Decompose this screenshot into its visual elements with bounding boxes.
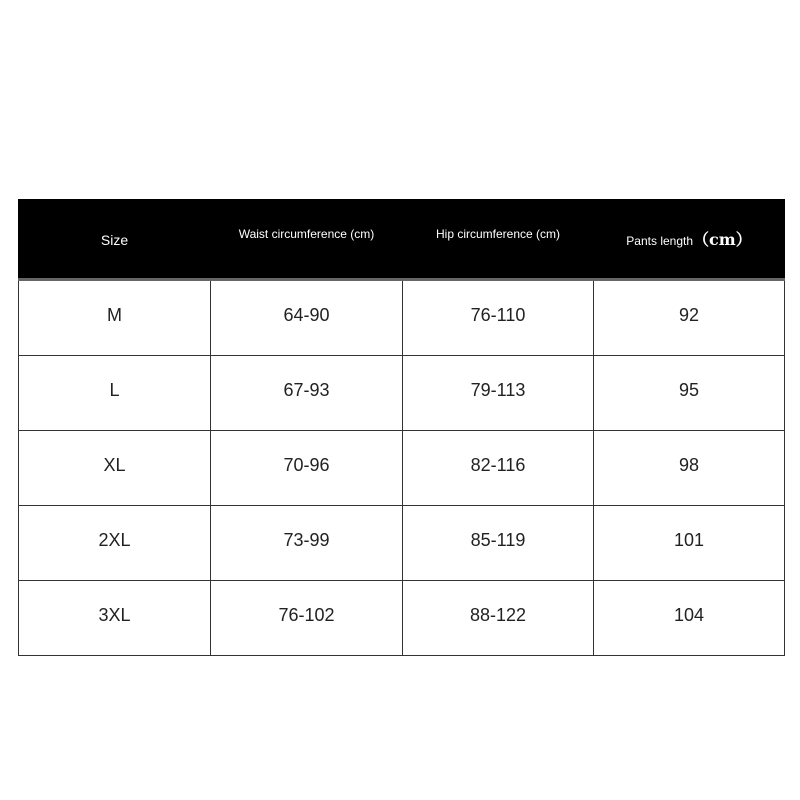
header-waist: Waist circumference (cm) <box>211 199 403 280</box>
cell-waist: 73-99 <box>211 506 403 581</box>
size-chart-table <box>18 199 785 656</box>
header-row <box>19 199 785 280</box>
cell-waist: 70-96 <box>211 431 403 506</box>
cell-hip: 82-116 <box>403 431 594 506</box>
cell-pants-length: 92 <box>594 280 785 356</box>
cell-hip: 76-110 <box>403 280 594 356</box>
cell-waist: 64-90 <box>211 280 403 356</box>
table-row <box>19 506 785 581</box>
cell-size: L <box>19 356 211 431</box>
cell-pants-length: 95 <box>594 356 785 431</box>
cell-pants-length: 101 <box>594 506 785 581</box>
header-hip: Hip circumference (cm) <box>403 199 594 280</box>
cell-size: 3XL <box>19 581 211 656</box>
cell-size: M <box>19 280 211 356</box>
table-row <box>19 356 785 431</box>
cell-size: 2XL <box>19 506 211 581</box>
header-pants-unit: （cm） <box>693 230 752 249</box>
cell-hip: 79-113 <box>403 356 594 431</box>
cell-pants-length: 104 <box>594 581 785 656</box>
header-pants-length <box>594 199 785 280</box>
cell-hip: 85-119 <box>403 506 594 581</box>
cell-hip: 88-122 <box>403 581 594 656</box>
cell-pants-length: 98 <box>594 431 785 506</box>
header-pants-label: Pants length <box>626 234 694 248</box>
table-row <box>19 431 785 506</box>
cell-size: XL <box>19 431 211 506</box>
header-size: Size <box>19 199 211 280</box>
table-row <box>19 581 785 656</box>
cell-waist: 76-102 <box>211 581 403 656</box>
cell-waist: 67-93 <box>211 356 403 431</box>
table-row <box>19 280 785 356</box>
